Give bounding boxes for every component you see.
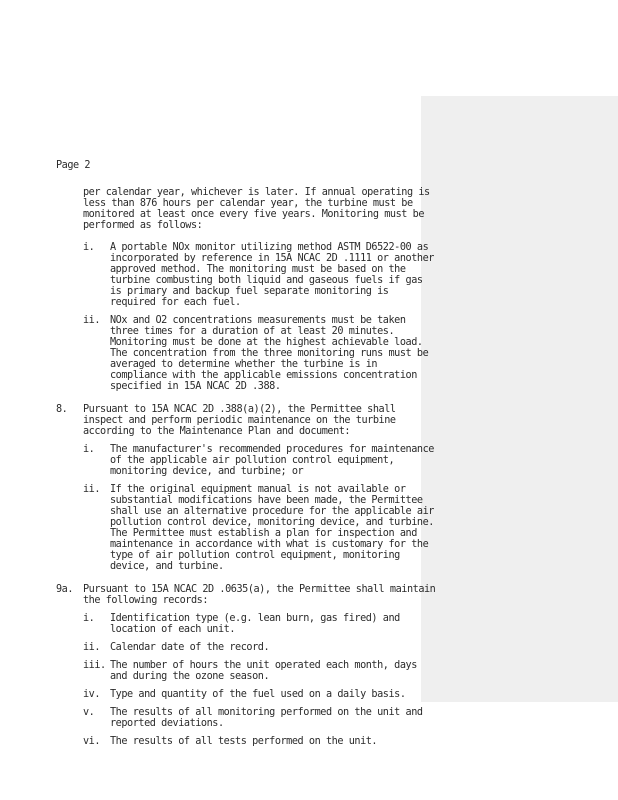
item-number: ii.	[83, 642, 101, 653]
item-text: Identification type (e.g. lean burn, gas fired) and location of each unit.	[110, 613, 400, 635]
item-text: Calendar date of the record.	[110, 642, 270, 653]
section-8-list	[83, 444, 436, 572]
item-number: iii.	[83, 660, 106, 671]
item-text: The number of hours the unit operated each month, days and during the ozone season.	[110, 660, 417, 682]
item-number: vi.	[83, 736, 101, 747]
list-item	[83, 642, 436, 653]
section-text: Pursuant to 15A NCAC 2D .388(a)(2), the Permittee shall inspect and perform periodic maintenance on the turbine according to the Maintenance Plan and document:	[83, 404, 396, 437]
list-item	[83, 736, 436, 747]
item-text: Type and quantity of the fuel used on a daily basis.	[110, 689, 406, 700]
section-8	[56, 404, 436, 437]
item-text: The results of all monitoring performed on the unit and reported deviations.	[110, 707, 423, 729]
list-item	[83, 613, 436, 635]
section-number: 9a.	[56, 584, 74, 595]
list-item	[83, 707, 436, 729]
list-item	[83, 444, 436, 477]
item-number: i.	[83, 242, 95, 253]
item-number: iv.	[83, 689, 101, 700]
item-number: ii.	[83, 315, 101, 326]
item-text: NOx and O2 concentrations measurements must be taken three times for a duration of at least 20 minutes. Monitoring must be done at the highest achievable load. The concentration from the three monitoring runs must be averaged to determine whether the turbine is in compliance with the applicable emissions concentration specified in 15A NCAC 2D .388.	[110, 315, 429, 392]
section-9a	[56, 584, 436, 606]
item-text: If the original equipment manual is not available or substantial modifications have been made, the Permittee shall use an alternative procedure for the applicable air pollution control device, monitoring device, and turbine. The Permittee must establish a plan for inspection and maintenance in accordance with what is customary for the type of air pollution control equipment, monitoring device, and turbine.	[110, 484, 434, 572]
section-text: Pursuant to 15A NCAC 2D .0635(a), the Permittee shall maintain the following records:	[83, 584, 436, 606]
document-page	[56, 160, 436, 759]
intro-paragraph: per calendar year, whichever is later. If annual operating is less than 876 hours per calendar year, the turbine must be monitored at least once every five years. Monitoring must be performed as follows:	[83, 187, 430, 231]
list-item	[83, 660, 436, 682]
intro-list	[83, 242, 436, 392]
section-number: 8.	[56, 404, 68, 415]
item-number: ii.	[83, 484, 101, 495]
item-text: The results of all tests performed on the unit.	[110, 736, 378, 747]
item-text: The manufacturer's recommended procedures for maintenance of the applicable air pollution control equipment, monitoring device, and turbine; or	[110, 444, 434, 477]
item-number: v.	[83, 707, 95, 718]
list-item	[83, 242, 436, 308]
item-text: A portable NOx monitor utilizing method ASTM D6522-00 as incorporated by reference in 15A NCAC 2D .1111 or another approved method. The monitoring must be based on the turbine combusting both liquid and gaseous fuels if gas is primary and backup fuel separate monitoring is required for each fuel.	[110, 242, 434, 308]
side-panel	[421, 96, 618, 702]
list-item	[83, 484, 436, 572]
page-number: Page 2	[56, 160, 91, 171]
list-item	[83, 689, 436, 700]
section-9a-list	[83, 613, 436, 747]
item-number: i.	[83, 444, 95, 455]
item-number: i.	[83, 613, 95, 624]
list-item	[83, 315, 436, 392]
